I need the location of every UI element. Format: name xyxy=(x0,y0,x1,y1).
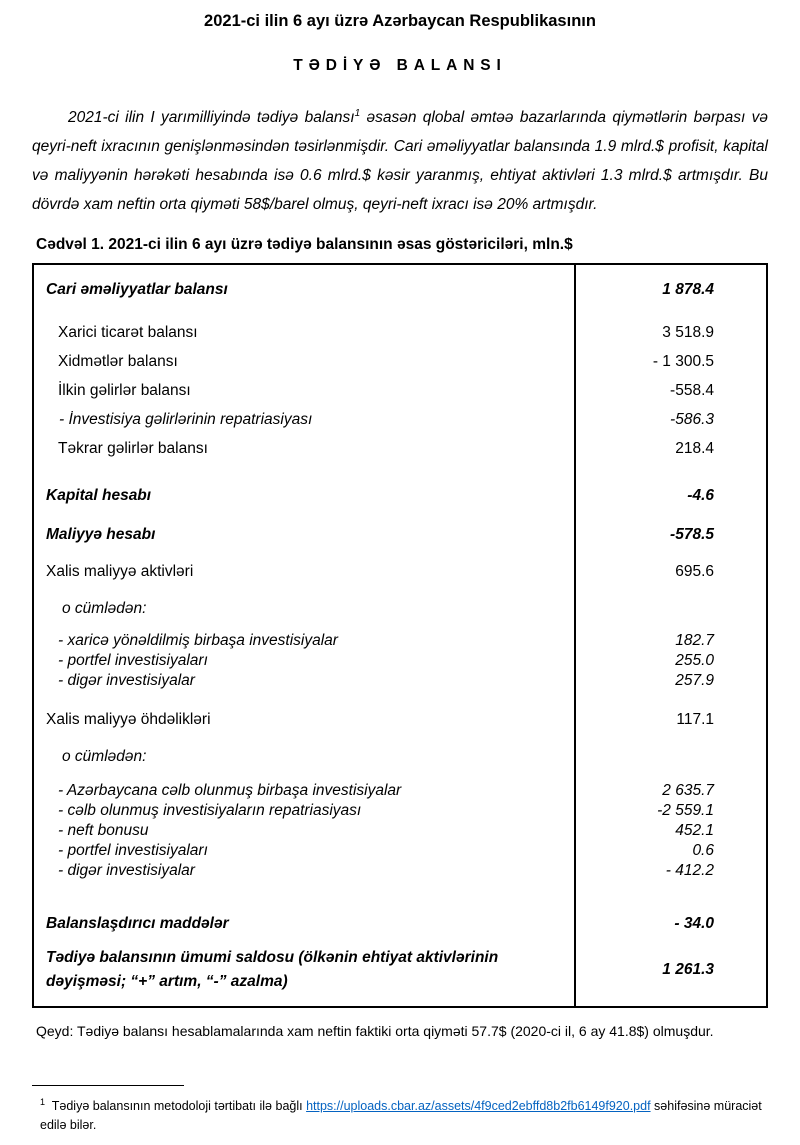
row-label: Kapital hesabı xyxy=(46,487,152,505)
row-value: 695.6 xyxy=(675,563,714,581)
intro-paragraph xyxy=(32,99,768,219)
footnote-separator xyxy=(32,1085,184,1086)
row-label: - İnvestisiya gəlirlərinin repatriasiyası xyxy=(59,411,313,429)
row-value: -578.5 xyxy=(670,526,714,544)
table-row xyxy=(34,705,766,734)
footnote xyxy=(32,1093,768,1135)
table-row xyxy=(34,434,766,463)
table-row xyxy=(34,275,766,304)
document-title: 2021-ci ilin 6 ayı üzrə Azərbaycan Respublikasının xyxy=(204,12,596,30)
row-value: 3 518.9 xyxy=(662,324,714,342)
intro-text-after: əsasən qlobal əmtəə bazarlarında qiymətlərin bərpası və qeyri-neft ixracının genişlənməsindən təsirlənmişdir. Cari əməliyyatlar balansında 1.9 mlrd.$ profisit, kapital və maliyyənin hərəkəti hesabında isə 0.6 mlrd.$ kəsir yaranmış, ehtiyat aktivləri 1.3 mlrd.$ artmışdır. Bu dövrdə xam neftin orta qiyməti 58$/barel olmuş, qeyri-neft ixracı isə 20% artmışdır. xyxy=(32,109,768,214)
table-row xyxy=(34,651,766,671)
row-label: Tədiyə balansının ümumi saldosu (ölkənin ehtiyat aktivlərinin dəyişməsi; “+” artım, “-” azalma) xyxy=(46,949,499,991)
table-caption: Cədvəl 1. 2021-ci ilin 6 ayı üzrə tədiyə balansının əsas göstəriciləri, mln.$ xyxy=(36,236,573,254)
row-label: Cari əməliyyatlar balansı xyxy=(46,281,228,299)
row-value: - 1 300.5 xyxy=(652,353,714,371)
table-row xyxy=(34,742,766,771)
row-label: o cümlədən: xyxy=(62,748,147,766)
table-row xyxy=(34,520,766,549)
row-value: 255.0 xyxy=(675,652,714,670)
row-label: - portfel investisiyaları xyxy=(58,842,208,860)
table-row xyxy=(34,481,766,510)
row-value: 1 261.3 xyxy=(662,961,714,979)
row-label: Balanslaşdırıcı maddələr xyxy=(46,915,229,933)
row-label: - digər investisiyalar xyxy=(58,672,195,690)
row-label: Xalis maliyyə aktivləri xyxy=(46,563,194,581)
document-subtitle: TƏDİYƏ BALANSI xyxy=(293,57,507,74)
footnote-text-after: səhifəsinə müraciət edilə bilər. xyxy=(40,1099,762,1133)
footnote-text-before: Tədiyə balansının metodoloji tərtibatı ilə bağlı xyxy=(51,1099,307,1114)
row-value: 1 878.4 xyxy=(662,281,714,299)
row-label: - Azərbaycana cəlb olunmuş birbaşa investisiyalar xyxy=(58,782,402,800)
table-row xyxy=(34,909,766,938)
row-value: 452.1 xyxy=(675,822,714,840)
row-value: 218.4 xyxy=(675,440,714,458)
row-label: - neft bonusu xyxy=(58,822,149,840)
row-value: 0.6 xyxy=(692,842,714,860)
row-value: -2 559.1 xyxy=(657,802,714,820)
table-row xyxy=(34,557,766,586)
table-row xyxy=(34,631,766,651)
footnote-number: 1 xyxy=(40,1097,46,1108)
table-row xyxy=(34,861,766,881)
row-value xyxy=(574,742,766,771)
table-row xyxy=(34,347,766,376)
table-row xyxy=(34,821,766,841)
row-label: o cümlədən: xyxy=(62,600,147,618)
row-value: -558.4 xyxy=(670,382,714,400)
row-label: Təkrar gəlirlər balansı xyxy=(58,440,208,458)
balance-table xyxy=(32,263,768,1008)
row-value: 2 635.7 xyxy=(662,782,714,800)
table-row xyxy=(34,946,766,994)
row-value: 257.9 xyxy=(675,672,714,690)
footnote-reference: 1 xyxy=(354,108,361,119)
row-value: - 412.2 xyxy=(665,862,714,880)
table-row xyxy=(34,376,766,405)
row-value xyxy=(574,594,766,623)
row-label: Xalis maliyyə öhdəlikləri xyxy=(46,711,211,729)
row-label: Xidmətlər balansı xyxy=(58,353,178,371)
row-label: Maliyyə hesabı xyxy=(46,526,156,544)
row-label: - portfel investisiyaları xyxy=(58,652,208,670)
row-label: - xaricə yönəldilmiş birbaşa investisiyalar xyxy=(58,632,338,650)
row-label: İlkin gəlirlər balansı xyxy=(58,382,191,400)
table-row xyxy=(34,801,766,821)
row-label: - digər investisiyalar xyxy=(58,862,195,880)
table-row xyxy=(34,671,766,691)
intro-text-before: 2021-ci ilin I yarımilliyində tədiyə balansı xyxy=(68,109,355,127)
footnote-link[interactable]: https://uploads.cbar.az/assets/4f9ced2ebffd8b2fb6149f920.pdf xyxy=(306,1099,651,1114)
row-value: -586.3 xyxy=(670,411,714,429)
row-label: - cəlb olunmuş investisiyaların repatriasiyası xyxy=(58,802,362,820)
table-row xyxy=(34,781,766,801)
note: Qeyd: Tədiyə balansı hesablamalarında xam neftin faktiki orta qiyməti 57.7$ (2020-ci il, 6 ay 41.8$) olmuşdur. xyxy=(36,1023,714,1040)
table-row xyxy=(34,594,766,623)
table-row xyxy=(34,405,766,434)
table-row xyxy=(34,318,766,347)
row-label: Xarici ticarət balansı xyxy=(58,324,198,342)
row-value: 117.1 xyxy=(676,711,714,729)
row-value: -4.6 xyxy=(687,487,714,505)
row-value: 182.7 xyxy=(675,632,714,650)
table-row xyxy=(34,841,766,861)
row-value: - 34.0 xyxy=(674,915,714,933)
table-column-divider xyxy=(574,265,576,1006)
